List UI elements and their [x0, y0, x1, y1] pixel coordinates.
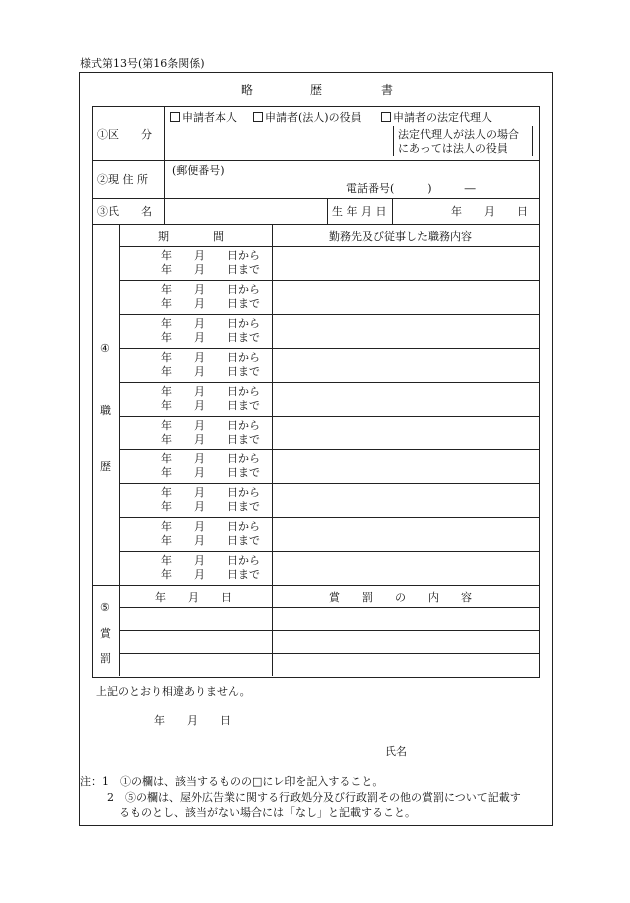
- phone-label: 電話番号( ) ―: [346, 182, 476, 195]
- career-from: 年 月 日から: [161, 554, 260, 567]
- note-1: 注：1 ①の欄は、該当するものの□にレ印を記入すること。: [80, 775, 384, 788]
- section4-label: ④: [100, 342, 110, 355]
- checkbox[interactable]: [381, 112, 391, 122]
- signature-name-label: 氏名: [385, 745, 407, 758]
- checkbox[interactable]: [170, 112, 180, 122]
- col-award-date: 年 月 日: [155, 591, 232, 604]
- career-to: 年 月 日まで: [161, 433, 260, 446]
- career-to: 年 月 日まで: [161, 466, 260, 479]
- section4-label: 歴: [100, 460, 111, 473]
- career-from: 年 月 日から: [161, 520, 260, 533]
- career-to: 年 月 日まで: [161, 263, 260, 276]
- section5-label: 賞: [100, 627, 111, 640]
- title-char: 歴: [310, 83, 323, 97]
- legal-rep-note-1: 法定代理人が法人の場合: [398, 128, 519, 141]
- career-from: 年 月 日から: [161, 486, 260, 499]
- checkbox[interactable]: [253, 112, 263, 122]
- birthdate-label: 生 年 月 日: [332, 205, 387, 218]
- career-from: 年 月 日から: [161, 452, 260, 465]
- birthdate-value: 年 月 日: [451, 205, 528, 218]
- note-2-continued: るものとし、該当がない場合には「なし」と記載すること。: [119, 806, 416, 819]
- section4-label: 職: [100, 404, 111, 417]
- career-to: 年 月 日まで: [161, 568, 260, 581]
- career-from: 年 月 日から: [161, 317, 260, 330]
- career-to: 年 月 日まで: [161, 297, 260, 310]
- note-2: 2 ⑤の欄は、屋外広告業に関する行政処分及び行政罰その他の賞罰について記載す: [107, 791, 521, 804]
- col-award-content: 賞 罰 の 内 容: [329, 591, 472, 604]
- col-job-content: 勤務先及び従事した職務内容: [329, 230, 472, 243]
- career-to: 年 月 日まで: [161, 534, 260, 547]
- career-to: 年 月 日まで: [161, 331, 260, 344]
- section5-label: 罰: [100, 652, 111, 665]
- career-from: 年 月 日から: [161, 351, 260, 364]
- career-from: 年 月 日から: [161, 249, 260, 262]
- career-to: 年 月 日まで: [161, 399, 260, 412]
- title-char: 略: [241, 83, 254, 97]
- career-to: 年 月 日まで: [161, 500, 260, 513]
- career-to: 年 月 日まで: [161, 365, 260, 378]
- career-from: 年 月 日から: [161, 419, 260, 432]
- option-applicant[interactable]: 申請者本人: [170, 112, 237, 123]
- col-period: 期 間: [158, 230, 224, 243]
- career-from: 年 月 日から: [161, 283, 260, 296]
- section2-label: ②現 住 所: [97, 173, 148, 186]
- section3-label: ③氏 名: [97, 205, 152, 218]
- declaration-date: 年 月 日: [154, 714, 231, 727]
- form-number: 様式第13号(第16条関係): [80, 57, 205, 70]
- postal-label: (郵便番号): [172, 164, 225, 177]
- section1-label: ①区 分: [97, 128, 152, 141]
- option-officer[interactable]: 申請者(法人)の役員: [253, 112, 362, 123]
- career-from: 年 月 日から: [161, 385, 260, 398]
- title-char: 書: [381, 83, 394, 97]
- declaration-text: 上記のとおり相違ありません。: [96, 685, 251, 698]
- legal-rep-note-2: にあっては法人の役員: [398, 142, 508, 155]
- option-legal-rep[interactable]: 申請者の法定代理人: [381, 112, 492, 123]
- section5-label: ⑤: [100, 601, 110, 614]
